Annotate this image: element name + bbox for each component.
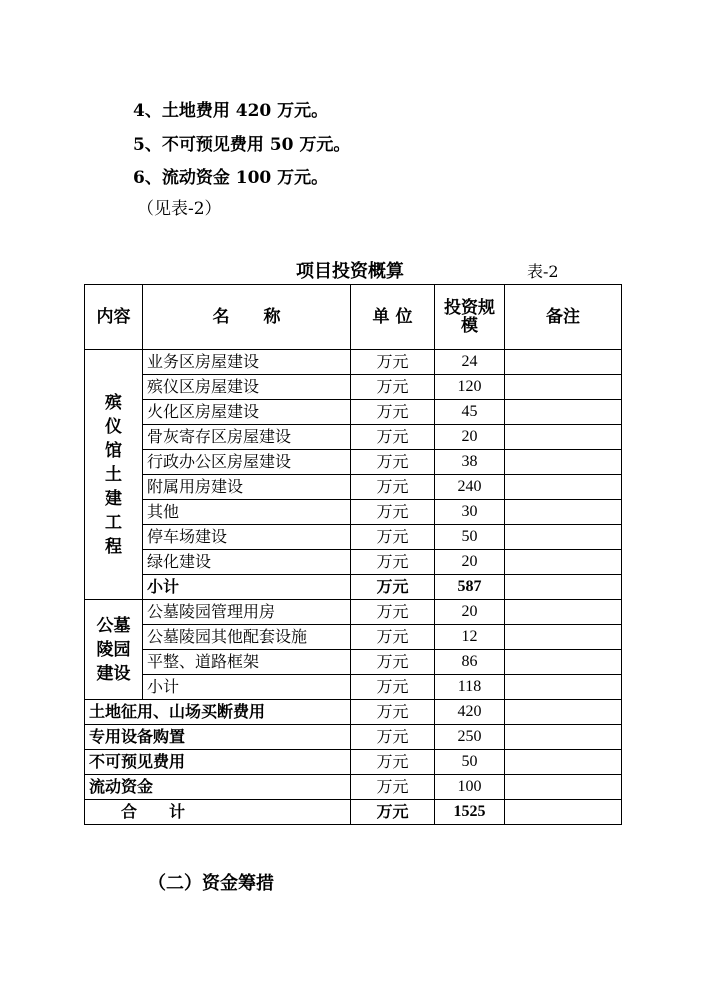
row-name: 土地征用、山场买断费用	[85, 700, 351, 725]
row-remark	[505, 700, 622, 725]
header-scale: 投资规 模	[435, 285, 505, 350]
subtotal-label: 小计	[143, 675, 351, 700]
row-value: 12	[435, 625, 505, 650]
row-value: 250	[435, 725, 505, 750]
row-unit: 万元	[351, 600, 435, 625]
list-item-contingency: 5、不可预见费用 50 万元。	[133, 135, 351, 155]
row-name: 公墓陵园管理用房	[143, 600, 351, 625]
row-unit: 万元	[351, 475, 435, 500]
row-remark	[505, 675, 622, 700]
row-value: 100	[435, 775, 505, 800]
row-unit: 万元	[351, 375, 435, 400]
row-remark	[505, 550, 622, 575]
table-caption: 项目投资概算	[296, 261, 404, 282]
table-row	[85, 775, 622, 800]
total-label: 合 计	[85, 800, 351, 825]
row-remark	[505, 775, 622, 800]
subtotal-label: 小计	[143, 575, 351, 600]
table-row	[85, 525, 622, 550]
total-value: 1525	[435, 800, 505, 825]
table-row	[85, 625, 622, 650]
row-remark	[505, 450, 622, 475]
row-value: 50	[435, 750, 505, 775]
row-value: 240	[435, 475, 505, 500]
row-unit: 万元	[351, 575, 435, 600]
row-name: 行政办公区房屋建设	[143, 450, 351, 475]
row-value: 20	[435, 425, 505, 450]
header-content: 内容	[85, 285, 143, 350]
header-unit: 单 位	[351, 285, 435, 350]
row-value: 20	[435, 600, 505, 625]
total-row	[85, 800, 622, 825]
list-item-working-capital: 6、流动资金 100 万元。	[133, 168, 329, 188]
row-remark	[505, 575, 622, 600]
table-row	[85, 650, 622, 675]
table-row	[85, 375, 622, 400]
row-unit: 万元	[351, 675, 435, 700]
row-unit: 万元	[351, 350, 435, 375]
subtotal-value: 587	[435, 575, 505, 600]
row-remark	[505, 650, 622, 675]
header-remark: 备注	[505, 285, 622, 350]
row-unit: 万元	[351, 550, 435, 575]
row-unit: 万元	[351, 500, 435, 525]
row-name: 平整、道路框架	[143, 650, 351, 675]
table-row	[85, 700, 622, 725]
table-number: 表-2	[527, 262, 559, 281]
row-remark	[505, 400, 622, 425]
row-name: 其他	[143, 500, 351, 525]
row-remark	[505, 625, 622, 650]
table-row	[85, 450, 622, 475]
table-row	[85, 500, 622, 525]
row-name: 骨灰寄存区房屋建设	[143, 425, 351, 450]
row-remark	[505, 750, 622, 775]
table-row	[85, 425, 622, 450]
row-value: 50	[435, 525, 505, 550]
row-unit: 万元	[351, 650, 435, 675]
investment-table	[84, 284, 622, 825]
row-name: 公墓陵园其他配套设施	[143, 625, 351, 650]
header-name: 名 称	[143, 285, 351, 350]
row-unit: 万元	[351, 700, 435, 725]
row-remark	[505, 725, 622, 750]
row-unit: 万元	[351, 725, 435, 750]
row-name: 业务区房屋建设	[143, 350, 351, 375]
row-unit: 万元	[351, 450, 435, 475]
row-unit: 万元	[351, 800, 435, 825]
section-title-funding: （二）资金筹措	[148, 873, 274, 894]
row-value: 24	[435, 350, 505, 375]
row-name: 绿化建设	[143, 550, 351, 575]
see-table-note: （见表-2）	[137, 199, 222, 219]
row-unit: 万元	[351, 525, 435, 550]
subtotal-row	[85, 675, 622, 700]
table-row	[85, 750, 622, 775]
row-name: 火化区房屋建设	[143, 400, 351, 425]
row-name: 不可预见费用	[85, 750, 351, 775]
group-label-funeral-home: 殡仪馆土建工程	[85, 350, 143, 600]
row-unit: 万元	[351, 750, 435, 775]
row-value: 45	[435, 400, 505, 425]
row-name: 专用设备购置	[85, 725, 351, 750]
row-value: 20	[435, 550, 505, 575]
table-row	[85, 725, 622, 750]
row-name: 附属用房建设	[143, 475, 351, 500]
table-row	[85, 350, 622, 375]
row-remark	[505, 800, 622, 825]
table-row	[85, 400, 622, 425]
row-value: 86	[435, 650, 505, 675]
row-remark	[505, 600, 622, 625]
row-remark	[505, 525, 622, 550]
row-value: 38	[435, 450, 505, 475]
table-row	[85, 600, 622, 625]
subtotal-value: 118	[435, 675, 505, 700]
row-unit: 万元	[351, 625, 435, 650]
row-remark	[505, 500, 622, 525]
subtotal-row	[85, 575, 622, 600]
row-remark	[505, 475, 622, 500]
row-remark	[505, 425, 622, 450]
table-header-row	[85, 285, 622, 350]
row-value: 30	[435, 500, 505, 525]
row-unit: 万元	[351, 775, 435, 800]
row-name: 殡仪区房屋建设	[143, 375, 351, 400]
list-item-land-cost: 4、土地费用 420 万元。	[133, 101, 329, 121]
row-value: 120	[435, 375, 505, 400]
row-remark	[505, 375, 622, 400]
row-unit: 万元	[351, 400, 435, 425]
row-value: 420	[435, 700, 505, 725]
table-row	[85, 475, 622, 500]
row-name: 停车场建设	[143, 525, 351, 550]
group-label-cemetery: 公墓陵园建设	[85, 600, 143, 700]
table-row	[85, 550, 622, 575]
row-name: 流动资金	[85, 775, 351, 800]
row-unit: 万元	[351, 425, 435, 450]
row-remark	[505, 350, 622, 375]
